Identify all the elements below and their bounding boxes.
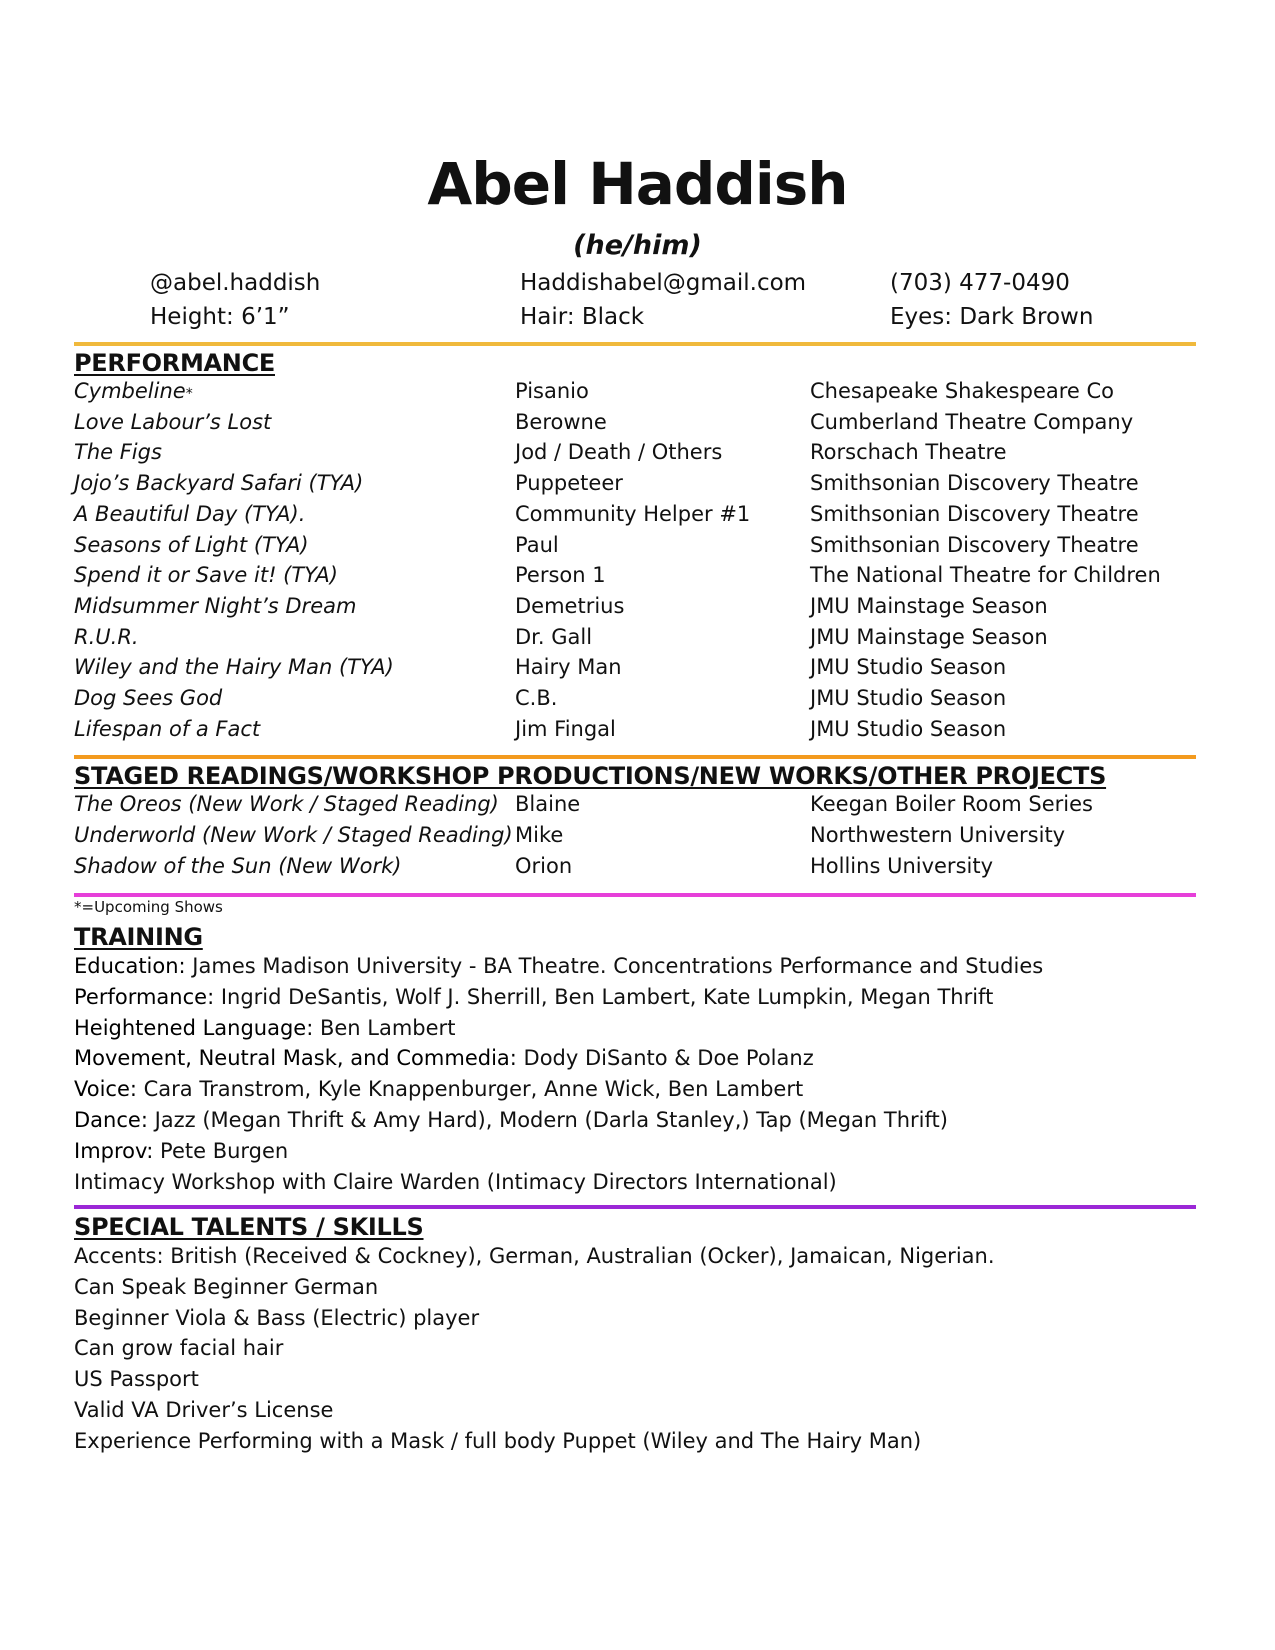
section-divider-staged: [74, 755, 1196, 759]
training-line: [74, 954, 1043, 978]
credit-title: Shadow of the Sun (New Work): [74, 854, 402, 878]
upcoming-note: *=Upcoming Shows: [74, 898, 223, 916]
upcoming-marker: *: [185, 386, 193, 402]
credit-role: Person 1: [515, 563, 606, 588]
pronouns: (he/him): [573, 230, 702, 261]
skills-heading: SPECIAL TALENTS / SKILLS: [74, 1213, 424, 1241]
credit-company: JMU Mainstage Season: [810, 593, 1048, 618]
credit-title: Wiley and the Hairy Man (TYA): [74, 655, 394, 680]
social-handle: @abel.haddish: [150, 270, 321, 296]
credit-title: The Oreos (New Work / Staged Reading): [74, 792, 499, 816]
credit-company: Chesapeake Shakespeare Co: [810, 379, 1115, 403]
training-detail: James Madison University - BA Theatre. Concentrations Performance and Studies: [185, 954, 1044, 978]
hair-color: Hair: Black: [520, 304, 645, 330]
phone: (703) 477-0490: [890, 270, 1070, 296]
credit-role: Jod / Death / Others: [515, 440, 723, 465]
height: Height: 6’1”: [150, 304, 290, 330]
training-detail: Cara Transtrom, Kyle Knappenburger, Anne Wick, Ben Lambert: [136, 1077, 804, 1102]
credit-title: Cymbeline*: [74, 379, 193, 403]
eye-color: Eyes: Dark Brown: [890, 304, 1094, 330]
training-detail: Ben Lambert: [313, 1015, 456, 1040]
training-label: Improv:: [74, 1138, 154, 1163]
training-heading: TRAINING: [74, 923, 203, 951]
credit-title: Love Labour’s Lost: [74, 409, 272, 434]
credit-company: Hollins University: [810, 854, 994, 878]
credit-company: Smithsonian Discovery Theatre: [810, 471, 1139, 496]
training-line: [74, 1046, 814, 1070]
training-line: [74, 1016, 455, 1040]
training-label: Performance:: [74, 984, 215, 1009]
credit-company: JMU Studio Season: [810, 716, 1007, 741]
credit-role: Blaine: [515, 792, 581, 816]
credit-role: Orion: [515, 854, 573, 878]
credit-role: Hairy Man: [515, 655, 622, 680]
skill-line: Experience Performing with a Mask / full body Puppet (Wiley and The Hairy Man): [74, 1428, 922, 1453]
credit-role: Mike: [515, 823, 564, 847]
credit-company: JMU Mainstage Season: [810, 624, 1048, 649]
credit-title: A Beautiful Day (TYA).: [74, 501, 306, 526]
credit-title: Underworld (New Work / Staged Reading): [74, 823, 513, 847]
training-detail: Jazz (Megan Thrift & Amy Hard), Modern (Darla Stanley,) Tap (Megan Thrift): [147, 1108, 948, 1132]
credit-role: Dr. Gall: [515, 624, 593, 649]
credit-role: Paul: [515, 532, 559, 557]
training-label: Heightened Language:: [74, 1015, 314, 1040]
email: Haddishabel@gmail.com: [520, 270, 807, 296]
credit-company: Rorschach Theatre: [810, 440, 1007, 465]
credit-role: Puppeteer: [515, 471, 623, 496]
credit-title: Seasons of Light (TYA): [74, 532, 309, 557]
training-detail: Ingrid DeSantis, Wolf J. Sherrill, Ben Lambert, Kate Lumpkin, Megan Thrift: [214, 984, 994, 1009]
section-divider-performance: [74, 342, 1196, 346]
credit-title: Lifespan of a Fact: [74, 716, 261, 741]
skill-line: Accents: British (Received & Cockney), German, Australian (Ocker), Jamaican, Nigerian.: [74, 1244, 995, 1268]
credit-title: R.U.R.: [74, 624, 139, 649]
credit-role: Community Helper #1: [515, 501, 751, 526]
training-label: Voice:: [74, 1077, 137, 1102]
staged-heading: STAGED READINGS/WORKSHOP PRODUCTIONS/NEW WORKS/OTHER PROJECTS: [74, 762, 1107, 790]
credit-title: Midsummer Night’s Dream: [74, 593, 357, 618]
credit-title: Dog Sees God: [74, 686, 223, 710]
training-label: Dance:: [74, 1108, 148, 1132]
credit-title: The Figs: [74, 440, 162, 465]
training-line: [74, 1108, 948, 1132]
skill-line: Can Speak Beginner German: [74, 1274, 379, 1299]
training-detail: Dody DiSanto & Doe Polanz: [516, 1046, 814, 1071]
credit-role: Pisanio: [515, 379, 589, 403]
training-line: [74, 1139, 288, 1163]
training-line: [74, 985, 993, 1009]
credit-role: Berowne: [515, 409, 607, 434]
performance-heading: PERFORMANCE: [74, 349, 275, 377]
credit-company: Smithsonian Discovery Theatre: [810, 501, 1139, 526]
training-line: [74, 1170, 837, 1194]
credit-role: C.B.: [515, 686, 558, 710]
credit-role: Demetrius: [515, 593, 625, 618]
training-label: Education:: [74, 954, 186, 978]
section-divider-skills: [74, 1205, 1196, 1209]
credit-title: Jojo’s Backyard Safari (TYA): [74, 471, 364, 496]
credit-company: Keegan Boiler Room Series: [810, 792, 1093, 816]
skill-line: Valid VA Driver’s License: [74, 1398, 334, 1422]
training-detail: Pete Burgen: [153, 1138, 289, 1163]
training-detail: Intimacy Workshop with Claire Warden (Intimacy Directors International): [74, 1169, 837, 1194]
skill-line: US Passport: [74, 1367, 199, 1392]
training-label: Movement, Neutral Mask, and Commedia:: [74, 1046, 517, 1071]
credit-role: Jim Fingal: [515, 716, 616, 741]
skill-line: Can grow facial hair: [74, 1336, 284, 1361]
credit-company: JMU Studio Season: [810, 655, 1007, 680]
section-divider-training: [74, 893, 1196, 897]
credit-company: Smithsonian Discovery Theatre: [810, 532, 1139, 557]
credit-company: Northwestern University: [810, 823, 1066, 847]
credit-company: The National Theatre for Children: [810, 563, 1161, 588]
resume-name: Abel Haddish: [427, 150, 848, 218]
credit-company: Cumberland Theatre Company: [810, 409, 1134, 434]
credit-company: JMU Studio Season: [810, 686, 1007, 710]
skill-line: Beginner Viola & Bass (Electric) player: [74, 1305, 480, 1330]
training-line: [74, 1077, 803, 1101]
credit-title: Spend it or Save it! (TYA): [74, 563, 338, 588]
